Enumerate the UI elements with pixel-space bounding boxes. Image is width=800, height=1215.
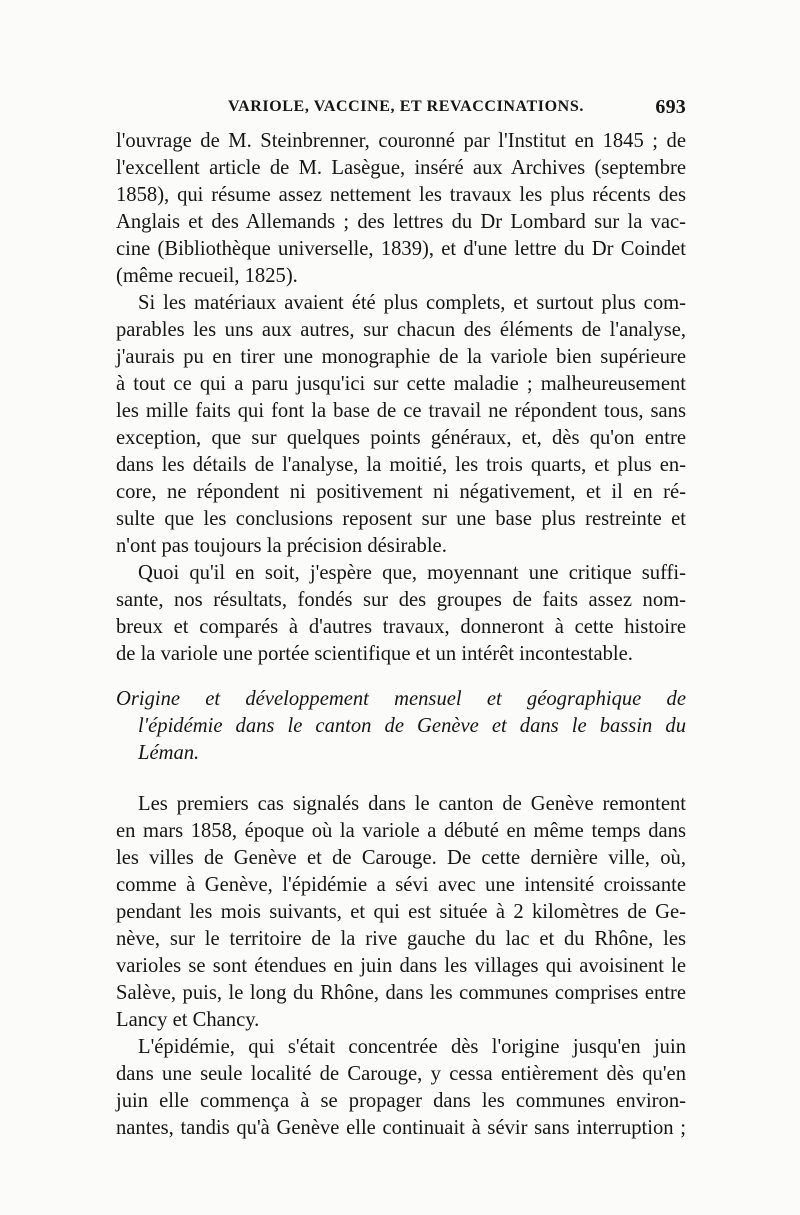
text-line: l'excellent article de M. Lasègue, inséré aux Archives (septembre (116, 157, 686, 179)
paragraph-4 (116, 791, 686, 1034)
text-line: L'épidémie, qui s'était concentrée dès l'origine jusqu'en juin (138, 1036, 686, 1058)
text-line: comme à Genève, l'épidémie a sévi avec une intensité croissante (116, 874, 686, 896)
heading-line: Léman. (138, 742, 200, 764)
paragraph-1 (116, 128, 686, 290)
text-line: parables les uns aux autres, sur chacun des éléments de l'analyse, (116, 319, 686, 341)
text-line: Les premiers cas signalés dans le canton de Genève remontent (138, 793, 686, 815)
text-line: core, ne répondent ni positivement ni négativement, et il en ré- (116, 481, 686, 503)
running-title: VARIOLE, VACCINE, ET REVACCINATIONS. (228, 98, 584, 115)
paragraph-5 (116, 1034, 686, 1142)
text-line: breux et comparés à d'autres travaux, donneront à cette histoire (116, 616, 686, 638)
text-line: en mars 1858, époque où la variole a débuté en même temps dans (116, 820, 686, 842)
text-line: dans les détails de l'analyse, la moitié, les trois quarts, et plus en- (116, 454, 686, 476)
text-line: sante, nos résultats, fondés sur des groupes de faits assez nom- (116, 589, 686, 611)
page-number: 693 (655, 96, 686, 118)
text-line: juin elle commença à se propager dans les communes environ- (116, 1090, 686, 1112)
paragraph-3 (116, 560, 686, 668)
text-line: nantes, tandis qu'à Genève elle continuait à sévir sans interruption ; (116, 1117, 686, 1139)
text-line: de la variole une portée scientifique et un intérêt incontestable. (116, 643, 633, 665)
text-line: sulte que les conclusions reposent sur une base plus restreinte et (116, 508, 686, 530)
page-header (116, 96, 686, 124)
heading-line: Origine et développement mensuel et géographique de (116, 688, 686, 710)
text-line: varioles se sont étendues en juin dans les villages qui avoisinent le (116, 955, 686, 977)
text-line: dans une seule localité de Carouge, y cessa entièrement dès qu'en (116, 1063, 686, 1085)
spacer (116, 767, 686, 791)
text-line: 1858), qui résume assez nettement les travaux les plus récents des (116, 184, 686, 206)
text-line: Salève, puis, le long du Rhône, dans les communes comprises entre (116, 982, 686, 1004)
page-body (116, 128, 686, 1142)
text-line: j'aurais pu en tirer une monographie de la variole bien supérieure (116, 346, 686, 368)
text-line: les mille faits qui font la base de ce travail ne répondent tous, sans (116, 400, 686, 422)
text-line: les villes de Genève et de Carouge. De cette dernière ville, où, (116, 847, 686, 869)
text-line: pendant les mois suivants, et qui est située à 2 kilomètres de Ge- (116, 901, 686, 923)
text-line: Si les matériaux avaient été plus complets, et surtout plus com- (138, 292, 686, 314)
text-line: exception, que sur quelques points généraux, et, dès qu'on entre (116, 427, 686, 449)
text-line: l'ouvrage de M. Steinbrenner, couronné par l'Institut en 1845 ; de (116, 130, 686, 152)
text-line: (même recueil, 1825). (116, 265, 298, 287)
paragraph-2 (116, 290, 686, 560)
spacer (116, 668, 686, 682)
text-line: Anglais et des Allemands ; des lettres du Dr Lombard sur la vac- (116, 211, 686, 233)
text-line: Quoi qu'il en soit, j'espère que, moyennant une critique suffi- (138, 562, 686, 584)
text-line: à tout ce qui a paru jusqu'ici sur cette maladie ; malheureusement (116, 373, 686, 395)
section-heading (116, 686, 686, 767)
text-line: n'ont pas toujours la précision désirable. (116, 535, 447, 557)
heading-line: l'épidémie dans le canton de Genève et dans le bassin du (138, 715, 686, 737)
text-line: nève, sur le territoire de la rive gauche du lac et du Rhône, les (116, 928, 686, 950)
text-line: Lancy et Chancy. (116, 1009, 260, 1031)
text-line: cine (Bibliothèque universelle, 1839), et d'une lettre du Dr Coindet (116, 238, 686, 260)
